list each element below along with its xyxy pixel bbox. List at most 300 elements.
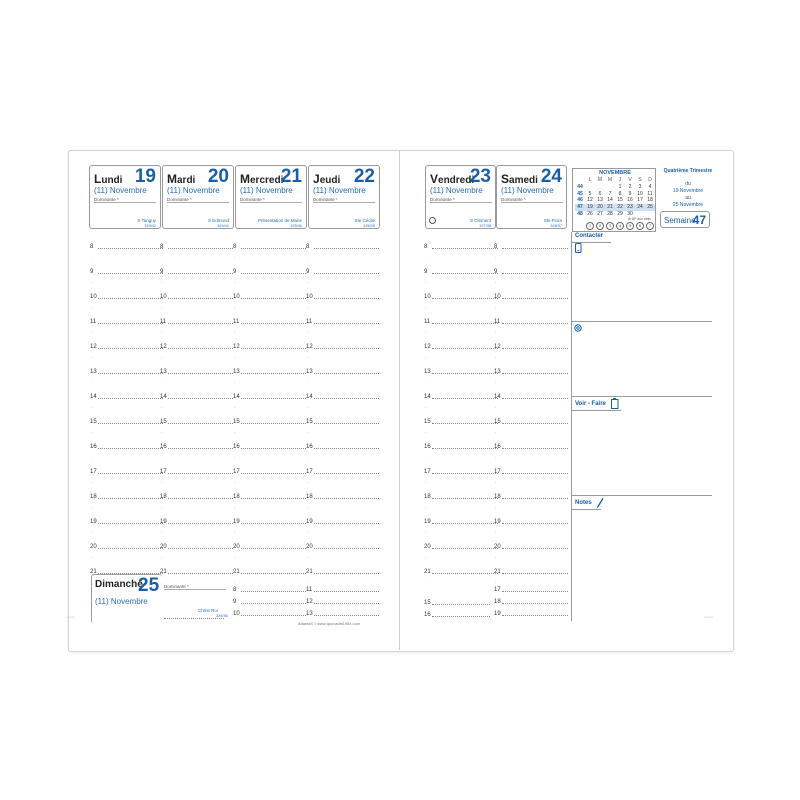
hour-line: [314, 273, 379, 274]
minical-header-cell: V: [628, 177, 632, 183]
hour-label: 14: [494, 394, 501, 400]
minical-day: 26: [587, 210, 593, 217]
hour-line: [168, 273, 233, 274]
hour-line: [98, 273, 163, 274]
half-hour-dot: ·: [425, 505, 427, 511]
half-hour-dot: ·: [161, 530, 163, 536]
day-name: Lundi: [94, 172, 123, 186]
day-code: 323/42: [144, 224, 156, 228]
day-name: Samedi: [501, 172, 538, 186]
minical-day: 22: [615, 204, 625, 211]
hour-label: 11: [424, 319, 431, 325]
minical-day: 28: [607, 210, 613, 217]
hour-label: 18: [424, 494, 431, 500]
minical-title: NOVEMBRE: [599, 170, 631, 176]
hour-label: 13: [90, 369, 97, 375]
half-hour-dot: ·: [495, 305, 497, 311]
hour-line: [168, 523, 233, 524]
hour-line: [98, 498, 163, 499]
day-name: Vendredi: [430, 172, 475, 186]
notes-underline: [571, 509, 601, 510]
hour-line: [168, 473, 233, 474]
hour-label: 19: [494, 611, 501, 617]
hour-label: 18: [90, 494, 97, 500]
hour-label: 13: [233, 369, 240, 375]
hour-label: 21: [494, 569, 501, 575]
minical-day: 18: [647, 197, 653, 204]
day-number: 23: [469, 166, 491, 187]
hour-line: [502, 298, 568, 299]
day-number: 19: [134, 166, 156, 187]
sunday-hour-line: [241, 591, 306, 592]
hour-line: [98, 398, 163, 399]
notes-title: Notes: [575, 500, 592, 506]
hour-line: [502, 448, 568, 449]
half-hour-dot: ·: [234, 330, 236, 336]
minical-day: 2: [628, 183, 632, 190]
half-hour-dot: ·: [161, 480, 163, 486]
minical-grid: [575, 177, 655, 218]
hour-line: [502, 398, 568, 399]
voir-faire-title: Voir - Faire: [575, 401, 606, 407]
day-header-jeudi: [308, 165, 380, 229]
hour-label: 19: [494, 519, 501, 525]
half-hour-dot: ·: [91, 405, 93, 411]
hour-label: 9: [90, 269, 94, 275]
hour-line: [432, 573, 498, 574]
sunday-name: Dimanche: [95, 579, 143, 590]
hour-label: 21: [424, 569, 431, 575]
hour-label: 17: [233, 469, 240, 475]
half-hour-dot: ·: [91, 555, 93, 561]
minical-header-cell: M: [607, 177, 613, 183]
hour-line: [502, 273, 568, 274]
hour-line: [502, 498, 568, 499]
sunday-note-line: [164, 618, 224, 619]
hour-label: 19: [233, 519, 240, 525]
day-dominante: Dominante *: [430, 197, 492, 203]
quarter-start: 19 Novembre: [672, 188, 703, 194]
sunday-hour-line: [241, 615, 306, 616]
hour-line: [314, 323, 379, 324]
day-saint: S Clément: [469, 218, 491, 223]
hour-line: [168, 498, 233, 499]
half-hour-dot: ·: [495, 455, 497, 461]
footer-credit: Atlanta© • www.quovadis1954.com: [298, 621, 361, 626]
half-hour-dot: ·: [161, 280, 163, 286]
hour-line: [502, 473, 568, 474]
hour-line: [168, 373, 233, 374]
hour-label: 8: [233, 244, 237, 250]
minical-day: [585, 184, 595, 191]
hour-label: 17: [494, 587, 501, 593]
hour-label: 12: [424, 344, 431, 350]
half-hour-dot: ·: [425, 530, 427, 536]
hour-line: [314, 423, 379, 424]
half-hour-dot: ·: [307, 305, 309, 311]
half-hour-dot: ·: [495, 255, 497, 261]
hour-label: 12: [90, 344, 97, 350]
hour-line: [314, 248, 379, 249]
half-hour-dot: ·: [161, 255, 163, 261]
hour-line: [98, 348, 163, 349]
hour-label: 8: [90, 244, 94, 250]
hour-label: 11: [233, 319, 240, 325]
hour-line: [98, 298, 163, 299]
minical-week-row: [575, 184, 655, 191]
half-hour-dot: ·: [161, 355, 163, 361]
hour-line: [98, 448, 163, 449]
hour-line: [241, 248, 306, 249]
hour-line: [314, 548, 379, 549]
minical-day: 16: [627, 197, 633, 204]
hour-label: 14: [233, 394, 240, 400]
half-hour-dot: ·: [495, 530, 497, 536]
hour-line: [432, 498, 498, 499]
minical-header-cell: J: [618, 177, 622, 183]
day-saint: S Edmond: [207, 218, 229, 223]
hour-label: 9: [494, 269, 498, 275]
mini-calendar: [572, 168, 656, 232]
hour-line: [241, 323, 306, 324]
hour-label: 10: [233, 294, 240, 300]
hour-label: 17: [424, 469, 431, 475]
half-hour-dot: ·: [307, 380, 309, 386]
sunday-hour-line: [314, 603, 379, 604]
minical-day: 19: [585, 204, 595, 211]
hour-label: 17: [306, 469, 313, 475]
hour-line: [241, 523, 306, 524]
hour-label: 21: [160, 569, 167, 575]
day-number: 24: [540, 166, 562, 187]
hour-label: 16: [424, 444, 431, 450]
hour-label: 10: [306, 294, 313, 300]
minical-circle: 1: [586, 222, 594, 230]
day-saint: Ste Cécile: [354, 218, 375, 223]
minical-header-cell: L: [588, 177, 592, 183]
hour-label: 14: [160, 394, 167, 400]
half-hour-dot: ·: [425, 330, 427, 336]
hour-line: [432, 273, 498, 274]
half-hour-dot: ·: [234, 380, 236, 386]
minical-day: 10: [637, 190, 643, 197]
sunday-hour-label: 13: [306, 611, 313, 617]
minical-header-cell: S: [638, 177, 642, 183]
hour-line: [98, 323, 163, 324]
half-hour-dot: ·: [161, 305, 163, 311]
hour-line: [314, 573, 379, 574]
hour-line: [502, 348, 568, 349]
half-hour-dot: ·: [161, 430, 163, 436]
hour-label: 20: [306, 544, 313, 550]
day-number: 20: [207, 166, 229, 187]
half-hour-dot: ·: [425, 455, 427, 461]
hour-line: [241, 423, 306, 424]
half-hour-dot: ·: [425, 580, 427, 586]
sunday-hour-label: 11: [306, 587, 313, 593]
hour-line: [432, 423, 498, 424]
hour-line: [241, 448, 306, 449]
sunday-hour-line: [241, 603, 306, 604]
hour-line: [502, 523, 568, 524]
minical-day: 25: [645, 204, 655, 211]
sunday-hour-label: 9: [233, 599, 237, 605]
hour-line: [241, 273, 306, 274]
hour-label: 10: [494, 294, 501, 300]
hour-label: 11: [494, 319, 501, 325]
voir-faire-underline: [571, 410, 621, 411]
minical-header-cell: D: [648, 177, 652, 183]
minical-day: 5: [588, 190, 592, 197]
minical-day: 4: [648, 183, 652, 190]
half-hour-dot: ·: [307, 505, 309, 511]
day-month: (11) Novembre: [313, 186, 366, 195]
half-hour-dot: ·: [307, 430, 309, 436]
minical-circle: 3: [606, 222, 614, 230]
hour-label: 15: [233, 419, 240, 425]
hour-label: 21: [90, 569, 97, 575]
minical-week-row: [575, 204, 655, 211]
day-header-mercredi: [235, 165, 307, 229]
minical-note: ⊕ AP aux cells: [628, 217, 651, 221]
minical-day: 29: [617, 210, 623, 217]
week-badge: [660, 211, 710, 228]
hour-line: [432, 398, 498, 399]
quarter-end: 25 Novembre: [672, 202, 703, 208]
half-hour-dot: ·: [161, 455, 163, 461]
half-hour-dot: ·: [234, 480, 236, 486]
hour-label: 9: [424, 269, 428, 275]
hour-line: [98, 248, 163, 249]
half-hour-dot: ·: [234, 255, 236, 261]
hour-label: 20: [90, 544, 97, 550]
half-hour-dot: ·: [425, 305, 427, 311]
at-sign-icon: [574, 324, 582, 332]
hour-label: 8: [494, 244, 498, 250]
hour-line: [241, 348, 306, 349]
hour-line: [241, 473, 306, 474]
hour-label: 15: [90, 419, 97, 425]
half-hour-dot: ·: [91, 305, 93, 311]
hour-label: 15: [306, 419, 313, 425]
half-hour-dot: ·: [495, 430, 497, 436]
half-hour-dot: ·: [425, 380, 427, 386]
half-hour-dot: ·: [307, 330, 309, 336]
hour-label: 10: [160, 294, 167, 300]
hour-label: 13: [424, 369, 431, 375]
half-hour-dot: ·: [91, 255, 93, 261]
sunday-month: (11) Novembre: [95, 597, 148, 606]
planner-spine: [399, 150, 400, 650]
half-hour-dot: ·: [161, 380, 163, 386]
minical-day: 1: [618, 183, 622, 190]
hour-line: [502, 373, 568, 374]
day-dominante: Dominante *: [501, 197, 563, 203]
half-hour-dot: ·: [91, 580, 93, 586]
day-month: (11) Novembre: [430, 186, 483, 195]
hour-line: [98, 473, 163, 474]
hour-line: [168, 573, 233, 574]
hour-line: [432, 448, 498, 449]
sunday-saint: Christ Roi: [198, 608, 218, 613]
hour-line: [432, 604, 490, 605]
day-name: Mardi: [167, 172, 196, 186]
week-label: Semaine: [664, 216, 696, 225]
minical-circle: 5: [626, 222, 634, 230]
half-hour-dot: ·: [495, 355, 497, 361]
minical-day: 15: [617, 197, 623, 204]
half-hour-dot: ·: [425, 555, 427, 561]
minical-week-row: [575, 197, 655, 204]
half-hour-dot: ·: [425, 430, 427, 436]
hour-label: 10: [90, 294, 97, 300]
day-code: 324/41: [217, 224, 229, 228]
half-hour-dot: ·: [234, 305, 236, 311]
minical-circle: 6: [636, 222, 644, 230]
day-number: 21: [280, 166, 302, 187]
hour-label: 13: [494, 369, 501, 375]
hour-label: 16: [160, 444, 167, 450]
hour-line: [98, 548, 163, 549]
day-month: (11) Novembre: [167, 186, 220, 195]
day-header-samedi: [496, 165, 567, 229]
minical-day: 23: [625, 204, 635, 211]
hour-label: 12: [494, 344, 501, 350]
hour-label: 16: [306, 444, 313, 450]
half-hour-dot: ·: [495, 330, 497, 336]
day-dominante: Dominante *: [167, 197, 229, 203]
day-code: 327/38: [479, 224, 491, 228]
hour-label: 9: [160, 269, 164, 275]
half-hour-dot: ·: [307, 555, 309, 561]
minical-day: 14: [607, 197, 613, 204]
half-hour-dot: ·: [307, 580, 309, 586]
half-hour-dot: ·: [91, 280, 93, 286]
half-hour-dot: ·: [91, 530, 93, 536]
hour-label: 19: [90, 519, 97, 525]
half-hour-dot: ·: [161, 580, 163, 586]
hour-line: [168, 448, 233, 449]
half-hour-dot: ·: [161, 330, 163, 336]
half-hour-dot: ·: [91, 455, 93, 461]
half-hour-dot: ·: [234, 580, 236, 586]
hour-label: 18: [233, 494, 240, 500]
half-hour-dot: ·: [307, 255, 309, 261]
day-saint: Présentation de Marie: [257, 218, 302, 223]
hour-label: 9: [233, 269, 237, 275]
day-month: (11) Novembre: [501, 186, 554, 195]
hour-label: 17: [160, 469, 167, 475]
hour-line: [432, 616, 490, 617]
half-hour-dot: ·: [234, 280, 236, 286]
minical-day: 13: [597, 197, 603, 204]
day-dominante: Dominante *: [240, 197, 302, 203]
hour-line: [432, 298, 498, 299]
day-dominante: Dominante *: [313, 197, 375, 203]
hour-label: 13: [306, 369, 313, 375]
notepad-icon: [611, 398, 619, 409]
hour-label: 18: [494, 599, 501, 605]
half-hour-dot: ·: [495, 405, 497, 411]
hour-line: [502, 615, 568, 616]
contacter-phone-line: [571, 321, 712, 322]
minical-day: 9: [628, 190, 632, 197]
sunday-hour-label: 10: [233, 611, 240, 617]
hour-line: [502, 573, 568, 574]
quarter-au: au: [685, 195, 691, 201]
hour-line: [168, 423, 233, 424]
hour-line: [98, 373, 163, 374]
half-hour-dot: ·: [425, 405, 427, 411]
hour-line: [502, 591, 568, 592]
hour-label: 15: [424, 419, 431, 425]
day-code: 325/40: [290, 224, 302, 228]
sunday-hour-line: [314, 591, 379, 592]
hour-line: [241, 573, 306, 574]
sunday-hour-label: 8: [233, 587, 237, 593]
minical-day: 6: [598, 190, 602, 197]
half-hour-dot: ·: [91, 330, 93, 336]
minical-week-row: [575, 191, 655, 198]
half-hour-dot: ·: [425, 480, 427, 486]
hour-label: 17: [90, 469, 97, 475]
half-hour-dot: ·: [234, 355, 236, 361]
day-month: (11) Novembre: [240, 186, 293, 195]
hour-label: 8: [160, 244, 164, 250]
hour-label: 11: [306, 319, 313, 325]
hour-label: 20: [424, 544, 431, 550]
half-hour-dot: ·: [495, 580, 497, 586]
hour-label: 18: [160, 494, 167, 500]
sunday-hour-line: [314, 615, 379, 616]
half-hour-dot: ·: [234, 505, 236, 511]
hour-label: 12: [233, 344, 240, 350]
contacter-email-line: [571, 396, 712, 397]
hour-label: 19: [306, 519, 313, 525]
hour-line: [241, 498, 306, 499]
hour-label: 18: [306, 494, 313, 500]
hour-line: [314, 298, 379, 299]
hour-label: 16: [90, 444, 97, 450]
half-hour-dot: ·: [91, 380, 93, 386]
half-hour-dot: ·: [161, 555, 163, 561]
minical-week-number: 46: [577, 197, 583, 204]
hour-line: [314, 523, 379, 524]
hour-line: [241, 373, 306, 374]
hour-line: [432, 473, 498, 474]
day-dominante: Dominante *: [94, 197, 156, 203]
hour-label: 16: [233, 444, 240, 450]
minical-header-cell: M: [597, 177, 603, 183]
half-hour-dot: ·: [91, 480, 93, 486]
quarter-title: Quatrième Trimestre: [663, 168, 713, 174]
minical-circle: 7: [646, 222, 654, 230]
hour-label: 21: [306, 569, 313, 575]
sunday-dominante: Dominante *: [164, 584, 226, 590]
sunday-code: 329/36: [216, 614, 228, 618]
hour-label: 11: [160, 319, 167, 325]
day-saint: S Tanguy: [137, 218, 156, 223]
minical-circle: 4: [616, 222, 624, 230]
minical-day: 7: [608, 190, 612, 197]
minical-circle: 2: [596, 222, 604, 230]
voir-faire-end-line: [571, 495, 712, 496]
perforation-right: ∙∙∙∙∙∙∙∙∙: [704, 614, 713, 621]
week-number: 47: [692, 213, 706, 227]
hour-line: [168, 248, 233, 249]
hour-line: [168, 398, 233, 399]
half-hour-dot: ·: [234, 405, 236, 411]
